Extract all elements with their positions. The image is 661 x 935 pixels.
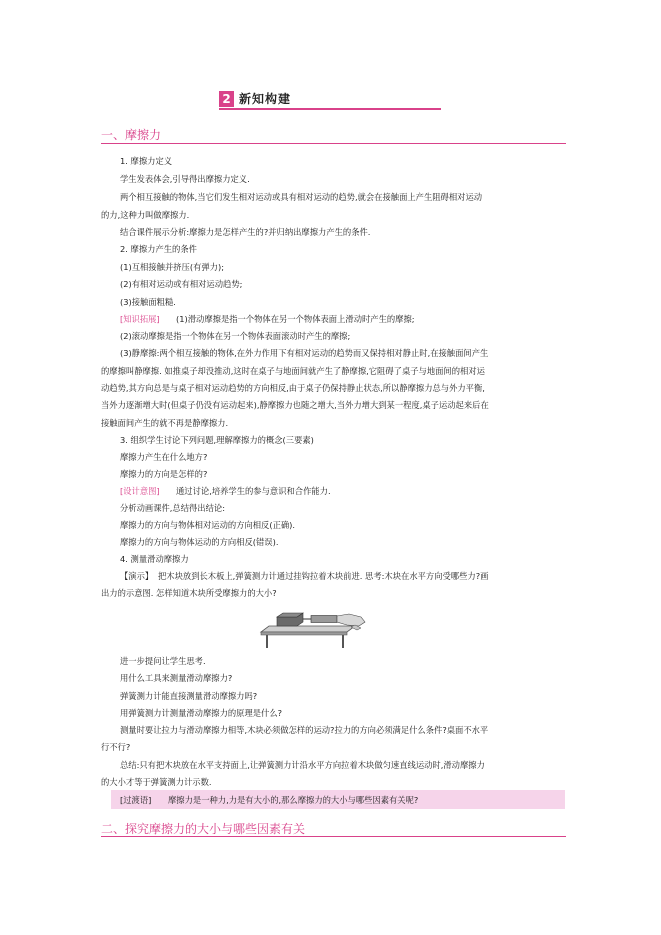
text-line: 总结:只有把木块放在水平支持面上,让弹簧测力计沿水平方向拉着木块做匀速直线运动时,滑动摩擦力	[120, 760, 485, 770]
text-line: (3)接触面粗糙.	[120, 297, 176, 307]
demo-tag: 【演示】	[120, 571, 154, 581]
text-line: 动趋势,其方向总是与桌子相对运动趋势的方向相反,由于桌子仍保持静止状态,所以静摩擦力总与外力平衡,	[101, 383, 485, 393]
section-heading-2-rule	[101, 836, 566, 837]
text-line: 用弹簧测力计测量滑动摩擦力的原理是什么?	[120, 708, 283, 718]
knowledge-extension-tag: [知识拓展]	[120, 314, 160, 324]
text-line: 摩擦力的方向与物体相对运动的方向相反(正确).	[120, 520, 296, 530]
text-line: 测量时要让拉力与滑动摩擦力相等,木块必须做怎样的运动?拉力的方向必须满足什么条件?桌面不水平	[120, 725, 489, 735]
friction-demo-illustration	[259, 604, 371, 648]
text-line: 摩擦力的方向是怎样的?	[120, 469, 208, 479]
text-line: 进一步提问让学生思考.	[120, 656, 206, 666]
text-line: 的力,这种力叫做摩擦力.	[101, 210, 190, 220]
text-line: 行不行?	[101, 742, 131, 752]
text-line: 2. 摩擦力产生的条件	[120, 244, 197, 254]
text-line: (1)滑动摩擦是指一个物体在另一个物体表面上滑动时产生的摩擦;	[176, 314, 415, 324]
text-line: 用什么工具来测量滑动摩擦力?	[120, 673, 233, 683]
text-line: (3)静摩擦:两个相互接触的物体,在外力作用下有相对运动的趋势而又保持相对静止时,在接触面间产生	[120, 348, 489, 358]
design-intent-tag: [设计意图]	[120, 486, 160, 496]
transition-tag: [过渡语]	[120, 795, 152, 805]
text-line: 出力的示意图. 怎样知道木块所受摩擦力的大小?	[101, 588, 277, 598]
text-line: 弹簧测力计能直接测量滑动摩擦力吗?	[120, 691, 258, 701]
text-line: 摩擦力产生在什么地方?	[120, 452, 208, 462]
banner-title: 新知构建	[239, 92, 292, 106]
text-line: 当外力逐渐增大时(但桌子仍没有运动起来),静摩擦力也随之增大,当外力增大到某一程度,桌子运动起来后在	[101, 400, 489, 410]
text-line: 的大小才等于弹簧测力计示数.	[101, 777, 212, 787]
text-line: 接触面间产生的就不再是静摩擦力.	[101, 418, 229, 428]
section-heading-1: 一、摩擦力	[101, 128, 162, 142]
banner-number: 2	[219, 91, 234, 107]
text-line: (1)互相接触并挤压(有弹力);	[120, 262, 224, 272]
text-line: 两个相互接触的物体,当它们发生相对运动或具有相对运动的趋势,就会在接触面上产生阻碍相对运动	[120, 192, 483, 202]
text-line: 的摩擦叫静摩擦. 如推桌子却没推动,这时在桌子与地面间就产生了静摩擦,它阻碍了桌子与地面间的相对运	[101, 366, 485, 376]
section-heading-2: 二、探究摩擦力的大小与哪些因素有关	[101, 822, 306, 836]
text-line: 摩擦力是一种力,力是有大小的,那么摩擦力的大小与哪些因素有关呢?	[168, 795, 419, 805]
text-line: 4. 测量滑动摩擦力	[120, 554, 189, 564]
text-line: 结合课件展示分析:摩擦力是怎样产生的?并归纳出摩擦力产生的条件.	[120, 227, 371, 237]
text-line: 分析动画课件,总结得出结论:	[120, 503, 225, 513]
banner-rule	[219, 108, 441, 110]
text-line: 把木块放到长木板上,弹簧测力计通过挂钩拉着木块前进. 思考:木块在水平方向受哪些力?画	[158, 571, 489, 581]
section-heading-1-rule	[101, 143, 566, 144]
text-line: 3. 组织学生讨论下列问题,理解摩擦力的概念(三要素)	[120, 435, 314, 445]
text-line: 1. 摩擦力定义	[120, 156, 173, 166]
text-line: 摩擦力的方向与物体运动的方向相反(错误).	[120, 537, 279, 547]
section-banner	[219, 90, 441, 110]
text-line: 学生发表体会,引导得出摩擦力定义.	[120, 174, 250, 184]
text-line: (2)滚动摩擦是指一个物体在另一个物体表面滚动时产生的摩擦;	[120, 331, 351, 341]
text-line: 通过讨论,培养学生的参与意识和合作能力.	[176, 486, 331, 496]
text-line: (2)有相对运动或有相对运动趋势;	[120, 279, 243, 289]
